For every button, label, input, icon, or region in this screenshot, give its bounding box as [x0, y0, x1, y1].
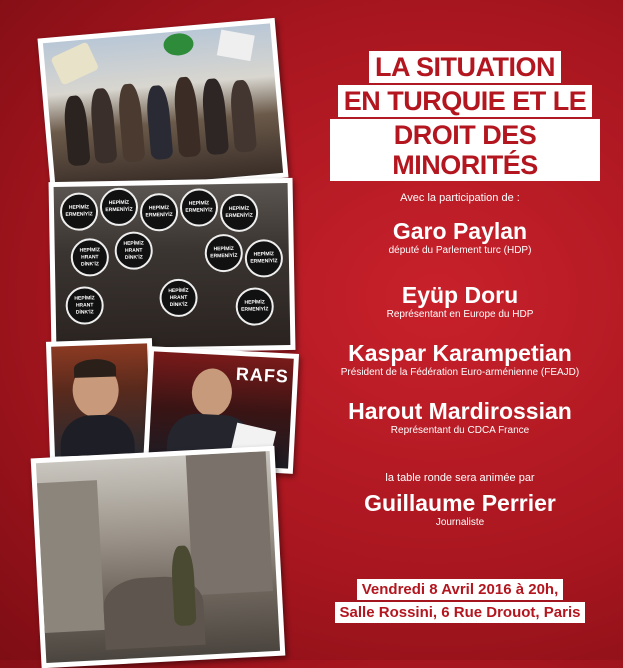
title-line: EN TURQUIE ET LE: [338, 85, 593, 117]
protest-sign: HEPİMİZ ERMENİYİZ: [235, 287, 274, 326]
protest-sign: HEPİMİZ ERMENİYİZ: [100, 188, 139, 227]
crowd-figure: [201, 78, 230, 156]
flag-shape: [163, 32, 195, 57]
face-shape: [191, 367, 233, 417]
building-shape: [37, 480, 105, 633]
participation-intro: Avec la participation de :: [400, 192, 520, 204]
protest-sign: HEPİMİZ ERMENİYİZ: [220, 193, 259, 232]
crowd-figure: [117, 83, 146, 163]
speaker-2: [300, 282, 620, 322]
portrait-scene: [51, 343, 151, 456]
protest-sign: HEPİMİZ HRANT DİNK'İZ: [114, 231, 153, 270]
crowd-signs-scene: [54, 183, 291, 349]
crowd-figure: [145, 85, 173, 161]
speaker-role: Représentant en Europe du HDP: [386, 309, 534, 320]
crowd-figure: [229, 79, 257, 153]
speaker-name: Garo Paylan: [392, 218, 528, 244]
photo-ruined-street: [31, 446, 286, 668]
moderator-intro: la table ronde sera animée par: [385, 472, 535, 484]
speaker-role: Représentant du CDCA France: [390, 425, 530, 436]
flag-shape: [50, 41, 99, 85]
moderator-name: Guillaume Perrier: [364, 490, 556, 516]
title-line: DROIT DES MINORITÉS: [330, 119, 600, 181]
location-line: Salle Rossini, 6 Rue Drouot, Paris: [335, 602, 586, 623]
tv-banner-text: RAFS: [235, 363, 290, 387]
moderator-role: Journaliste: [435, 517, 485, 528]
protest-sign: HEPİMİZ ERMENİYİZ: [60, 192, 99, 231]
protest-sign: HEPİMİZ HRANT DİNK'İZ: [71, 238, 110, 277]
title-line: LA SITUATION: [369, 51, 561, 83]
protest-sign: HEPİMİZ ERMENİYİZ: [245, 239, 284, 278]
protest-sign: HEPİMİZ ERMENİYİZ: [180, 188, 219, 227]
hair-shape: [74, 358, 117, 377]
protest-march-scene: [43, 23, 283, 192]
event-date-location: [300, 578, 620, 624]
speaker-role: député du Parlement turc (HDP): [388, 245, 532, 256]
photo-protest-march: [37, 18, 288, 198]
protest-sign: HEPİMİZ HRANT DİNK'İZ: [159, 279, 198, 318]
speaker-1: [300, 218, 620, 258]
building-shape: [186, 451, 273, 595]
speaker-name: Eyüp Doru: [401, 282, 519, 308]
crowd-figure: [63, 95, 91, 167]
crowd-figure: [89, 87, 117, 164]
photo-portrait-man: [46, 338, 156, 462]
photo-crowd-signs: [49, 178, 296, 354]
flag-shape: [217, 30, 255, 62]
protest-sign: HEPİMİZ ERMENİYİZ: [140, 193, 179, 232]
event-title: [330, 50, 600, 182]
protest-sign: HEPİMİZ ERMENİYİZ: [204, 234, 243, 273]
ruined-street-scene: [36, 451, 280, 663]
suit-shape: [60, 414, 135, 457]
speaker-name: Harout Mardirossian: [348, 398, 572, 424]
speaker-name: Kaspar Karampetian: [348, 340, 572, 366]
moderator: [300, 490, 620, 530]
crowd-figure: [172, 76, 201, 158]
speaker-3: [300, 340, 620, 380]
protest-sign: HEPİMİZ HRANT DİNK'İZ: [65, 286, 104, 325]
speaker-role: Président de la Fédération Euro-arménienne (FEAJD): [340, 367, 580, 378]
date-line: Vendredi 8 Avril 2016 à 20h,: [357, 579, 564, 600]
speaker-4: [300, 398, 620, 438]
